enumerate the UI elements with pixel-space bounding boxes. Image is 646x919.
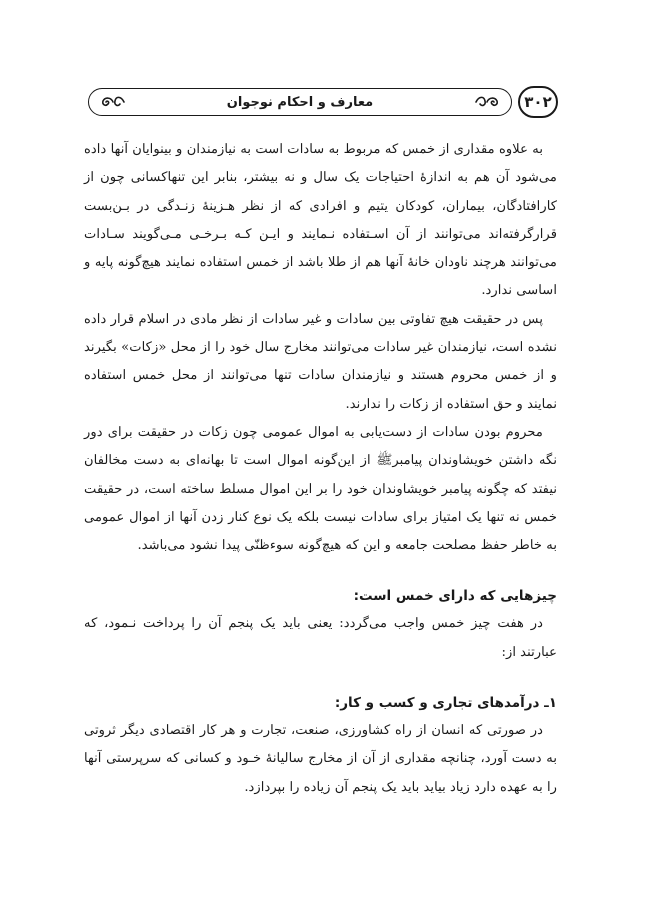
page-header	[88, 86, 558, 120]
body-paragraph: محروم بودن سادات از دست‌یابی به اموال عمومی چون زکات در حقیقت برای دور نگه داشتن خویشاوندان پیامبرﷺ از این‌گونه اموال است تا بهانه‌ای به دست مخالفان نیفتد که چگونه پیامبر خویشاوندان خود را بر این اموال مسلط ساخته است، در حقیقت خمس نه تنها یک امتیاز برای سادات نیست بلکه یک نوع کنار زدن آنها از اموال عمومی به خاطر حفظ مصلحت جامعه و این که هیچ‌گونه سوءظنّی پیدا نشود می‌باشد.	[84, 424, 557, 554]
section-heading: چیزهایی که دارای خمس است:	[353, 588, 557, 605]
page-body	[84, 136, 557, 802]
page-number: ۳۰۲	[518, 86, 558, 118]
running-title: معارف و احکام نوجوان	[226, 94, 374, 110]
body-paragraph: در صورتی که انسان از راه کشاورزی، صنعت، تجارت و هر کار اقتصادی دیگر ثروتی به دست آورد، چنانچه مقداری از آن از مخارج سالیانهٔ خـود و کسانی که سرپرستی آنها را به عهده دارد زیاد بیاید باید یک پنجم آن زیاده را بپردازد.	[84, 723, 557, 795]
body-paragraph: به علاوه مقداری از خمس که مربوط به سادات است به نیازمندان و بینوایان آنها داده می‌شود آن هم به اندازهٔ احتیاجات یک سال و نه بیشتر، بنابر این تنهاکسانی چون از کارافتادگان، بیماران، کودکان یتیم و افرادی که از نظر هـزینهٔ زنـدگی در بـن‌بست قرارگرفته‌اند می‌توانند از آن اسـتفاده نـمایند و ایـن کـه بـرخـی مـی‌گویند سـادات می‌توانند هرچند ناودان خانهٔ آنها هم از طلا باشد از خمس استفاده نمایند هیچ‌گونه پایه و اساسی ندارد.	[84, 142, 557, 299]
floral-ornament-icon	[473, 95, 501, 109]
floral-ornament-icon	[99, 95, 127, 109]
body-paragraph: در هفت چیز خمس واجب می‌گردد: یعنی باید یک پنجم آن را پرداخت نـمود، که عبارتند از:	[84, 616, 557, 660]
body-paragraph: پس در حقیقت هیچ تفاوتی بین سادات و غیر سادات از نظر مادی در اسلام قرار داده نشده است، نیازمندان غیر سادات می‌توانند مخارج سال خود را از محل «زکات» بگیرند و از خمس محروم هستند و نیازمندان سادات تنها می‌توانند از محل خمس استفاده نمایند و حق استفاده از زکات را ندارند.	[84, 311, 557, 412]
section-heading: ۱ـ درآمدهای تجاری و کسب و کار:	[334, 695, 557, 712]
running-title-frame	[88, 88, 512, 116]
